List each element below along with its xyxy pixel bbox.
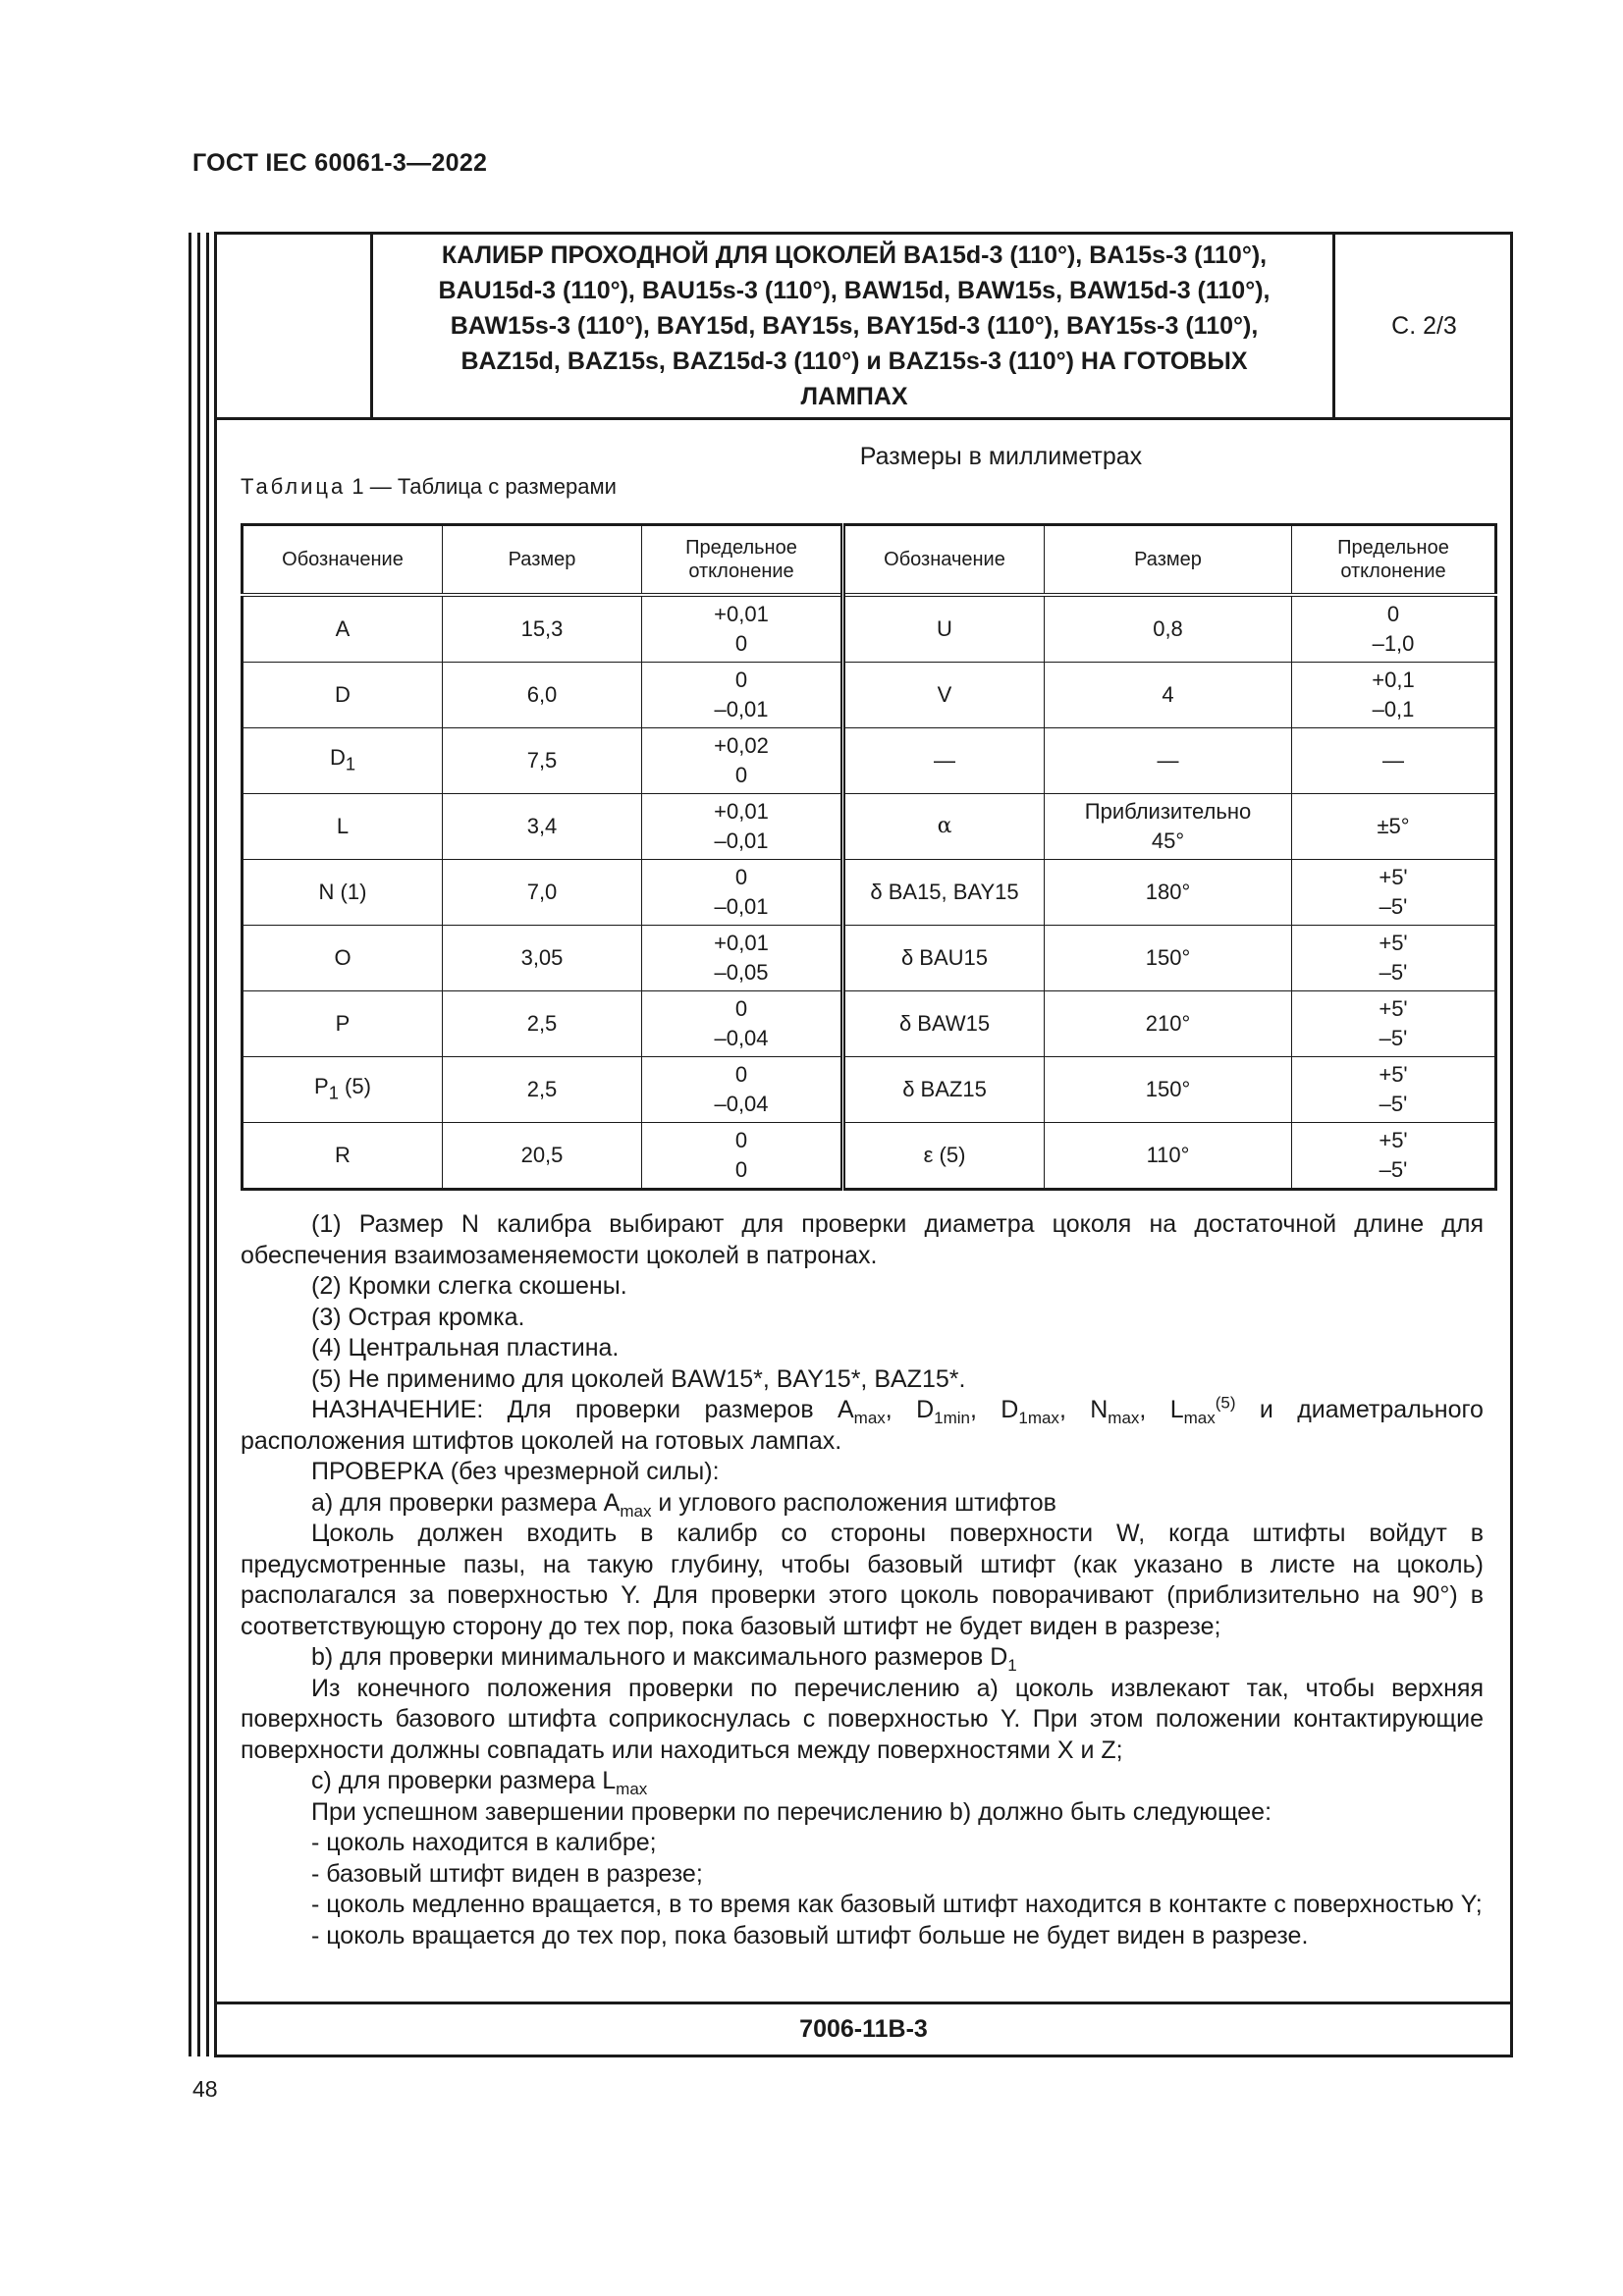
table-header-row: [243, 525, 1496, 596]
tolerance-cell: [642, 595, 843, 663]
item-a-text: Цоколь должен входить в калибр со стороны поверхности W, когда штифты войдут в предусмотренные пазы, на такую глубину, чтобы базовый штифт (как указано в листе на цоколь) располагался за поверхностью Y. Для проверки этого цоколь поворачивают (приблизительно на 90°) в соответствующую сторону до тех пор, пока базовый штифт не будет виден в разрезе;: [241, 1520, 1484, 1640]
designation-cell: U: [843, 595, 1045, 663]
tolerance-upper: +0,1: [1372, 667, 1415, 692]
item-c-heading: [241, 1766, 1484, 1797]
dim-letter: D: [916, 1396, 935, 1423]
tolerance-lower: –5': [1379, 1157, 1408, 1182]
designation-cell: D: [243, 663, 443, 728]
size-cell: 150°: [1045, 1057, 1292, 1123]
subscript: max: [1108, 1409, 1140, 1427]
designation-cell: O: [243, 926, 443, 991]
designation-cell: A: [243, 595, 443, 663]
tolerance-cell: —: [1292, 728, 1496, 794]
sheet-header: [217, 235, 1510, 420]
tolerance-upper: 0: [734, 865, 748, 889]
size-cell: [1045, 794, 1292, 860]
tolerance-upper: 0: [1386, 602, 1400, 626]
tolerance-cell: [1292, 926, 1496, 991]
tolerance-cell: [642, 728, 843, 794]
table-row: [243, 794, 1496, 860]
designation-cell: [243, 1057, 443, 1123]
tolerance-upper: +5': [1379, 996, 1408, 1021]
tolerance-lower: –5': [1379, 1092, 1408, 1116]
note-paragraph: (5) Не применимо для цоколей BAW15*, BAY15*, BAZ15*.: [311, 1364, 966, 1393]
item-a-heading: [241, 1488, 1484, 1520]
tolerance-lower: –0,01: [714, 828, 769, 853]
dim-letter: D: [1001, 1396, 1019, 1423]
size-approx-label: Приблизительно: [1084, 799, 1252, 824]
column-header: Обозначение: [243, 525, 443, 596]
size-cell: 2,5: [443, 1057, 642, 1123]
title-line: BAU15d-3 (110°), BAU15s-3 (110°), BAW15d, BAW15s, BAW15d-3 (110°),: [438, 277, 1271, 304]
item-text: c) для проверки размера L: [311, 1767, 617, 1794]
page-number: 48: [192, 2076, 218, 2102]
left-border-line: [197, 233, 200, 2056]
header-blank-cell: [217, 235, 373, 417]
units-note: Размеры в миллиметрах: [859, 443, 1143, 470]
table-row: [243, 1123, 1496, 1190]
designation-letter: D: [329, 744, 346, 770]
subscript: 1: [1007, 1656, 1017, 1675]
size-cell: 180°: [1045, 860, 1292, 926]
tolerance-cell: [1292, 595, 1496, 663]
separator: ,: [885, 1396, 917, 1423]
size-cell: 150°: [1045, 926, 1292, 991]
sheet-footer: 7006-11B-3: [217, 2002, 1510, 2055]
subscript: max: [853, 1409, 886, 1427]
tolerance-lower: –0,01: [714, 697, 769, 721]
tolerance-upper: 0: [734, 667, 748, 692]
tolerance-cell: [642, 1123, 843, 1190]
subscript: max: [616, 1780, 648, 1798]
tolerance-lower: –5': [1379, 894, 1408, 919]
tolerance-upper: +0,01: [714, 602, 769, 626]
designation-subscript: 1: [328, 1082, 339, 1103]
size-cell: 6,0: [443, 663, 642, 728]
column-header: Предельное отклонение: [1292, 525, 1496, 596]
tolerance-cell: [642, 1057, 843, 1123]
list-item: - базовый штифт виден в разрезе;: [311, 1859, 703, 1888]
item-c-text: При успешном завершении проверки по перечислению b) должно быть следующее:: [311, 1797, 1272, 1826]
sheet-frame: [214, 232, 1513, 2057]
tolerance-cell: [1292, 1123, 1496, 1190]
list-item: - цоколь находится в калибре;: [311, 1829, 657, 1856]
designation-cell: —: [843, 728, 1045, 794]
item-b-heading: [241, 1642, 1484, 1674]
tolerance-cell: [642, 794, 843, 860]
table-caption: [241, 474, 617, 500]
tolerance-cell: [1292, 1057, 1496, 1123]
tolerance-cell: [642, 860, 843, 926]
size-cell: 0,8: [1045, 595, 1292, 663]
size-cell: 20,5: [443, 1123, 642, 1190]
note-paragraph: (1) Размер N калибра выбирают для проверки диаметра цоколя на достаточной длине для обеспечения взаимозаменяемости цоколей в патронах.: [241, 1210, 1484, 1269]
tolerance-cell: [642, 991, 843, 1057]
tolerance-lower: –5': [1379, 1026, 1408, 1050]
tolerance-cell: [642, 926, 843, 991]
dimensions-table: [241, 523, 1497, 1191]
designation-cell: ε (5): [843, 1123, 1045, 1190]
sheet-title: [373, 235, 1335, 417]
note-paragraph: (4) Центральная пластина.: [311, 1334, 620, 1362]
check-heading: ПРОВЕРКА (без чрезмерной силы):: [311, 1458, 720, 1485]
note-paragraph: (3) Острая кромка.: [311, 1303, 525, 1331]
tolerance-cell: [1292, 991, 1496, 1057]
table-row: [243, 728, 1496, 794]
subscript: 1min: [934, 1409, 970, 1427]
tolerance-cell: [642, 663, 843, 728]
designation-suffix: (5): [338, 1073, 371, 1098]
designation-cell: δ BAU15: [843, 926, 1045, 991]
tolerance-cell: [1292, 860, 1496, 926]
table-row: [243, 663, 1496, 728]
column-header: Размер: [443, 525, 642, 596]
tolerance-lower: –0,04: [714, 1092, 769, 1116]
designation-letter: P: [314, 1073, 329, 1098]
tolerance-upper: +5': [1379, 931, 1408, 955]
designation-cell: [243, 728, 443, 794]
tolerance-lower: –5': [1379, 960, 1408, 985]
designation-cell: N (1): [243, 860, 443, 926]
separator: ,: [1139, 1396, 1170, 1423]
separator: ,: [970, 1396, 1001, 1423]
size-cell: 15,3: [443, 595, 642, 663]
sheet-number: С. 2/3: [1332, 235, 1513, 417]
size-cell: 210°: [1045, 991, 1292, 1057]
size-approx-value: 45°: [1151, 828, 1185, 853]
table-row: [243, 991, 1496, 1057]
item-text: b) для проверки минимального и максимального размеров D: [311, 1643, 1008, 1671]
designation-cell: P: [243, 991, 443, 1057]
table-row: [243, 860, 1496, 926]
subscript: max: [620, 1501, 652, 1521]
title-line: ЛАМПАХ: [800, 383, 908, 410]
tolerance-upper: +0,02: [714, 733, 769, 758]
designation-cell: δ BAZ15: [843, 1057, 1045, 1123]
notes-section: [241, 1209, 1484, 1951]
table-row: [243, 1057, 1496, 1123]
purpose-paragraph: [241, 1395, 1484, 1457]
table-row: [243, 926, 1496, 991]
tolerance-lower: –0,05: [714, 960, 769, 985]
superscript: (5): [1215, 1393, 1236, 1413]
tolerance-upper: 0: [734, 1062, 748, 1087]
designation-cell: V: [843, 663, 1045, 728]
dim-letter: N: [1090, 1396, 1109, 1423]
size-cell: 3,4: [443, 794, 642, 860]
title-line: КАЛИБР ПРОХОДНОЙ ДЛЯ ЦОКОЛЕЙ BA15d-3 (110°), BA15s-3 (110°),: [441, 241, 1268, 269]
designation-cell: δ BA15, BAY15: [843, 860, 1045, 926]
size-cell: —: [1045, 728, 1292, 794]
column-header: Размер: [1045, 525, 1292, 596]
item-text: и углового расположения штифтов: [651, 1488, 1056, 1517]
title-line: BAZ15d, BAZ15s, BAZ15d-3 (110°) и BAZ15s-3 (110°) НА ГОТОВЫХ: [460, 347, 1248, 375]
list-item: - цоколь вращается до тех пор, пока базовый штифт больше не будет виден в разрезе.: [311, 1921, 1309, 1949]
note-paragraph: (2) Кромки слегка скошены.: [311, 1272, 627, 1300]
size-cell: 110°: [1045, 1123, 1292, 1190]
tolerance-upper: +5': [1379, 1062, 1408, 1087]
size-cell: 7,5: [443, 728, 642, 794]
tolerance-lower: –0,01: [714, 894, 769, 919]
tolerance-lower: 0: [734, 763, 748, 787]
table-caption-word: Таблица: [241, 474, 347, 499]
tolerance-lower: –1,0: [1372, 631, 1415, 656]
title-line: BAW15s-3 (110°), BAY15d, BAY15s, BAY15d-3 (110°), BAY15s-3 (110°),: [450, 312, 1259, 340]
column-header: Обозначение: [843, 525, 1045, 596]
designation-cell: α: [843, 794, 1045, 860]
size-cell: 3,05: [443, 926, 642, 991]
document-code: ГОСТ IEC 60061-3—2022: [192, 149, 488, 177]
size-cell: 7,0: [443, 860, 642, 926]
item-b-text: Из конечного положения проверки по перечислению a) цоколь извлекают так, чтобы верхняя поверхность базового штифта соприкоснулась с поверхностью Y. При этом положении контактирующие поверхности должны совпадать или находиться между поверхностями X и Z;: [241, 1674, 1484, 1764]
subscript: max: [1183, 1409, 1216, 1427]
tolerance-upper: 0: [734, 996, 748, 1021]
list-item: - цоколь медленно вращается, в то время как базовый штифт находится в контакте с поверхностью Y;: [311, 1891, 1483, 1918]
subscript: 1max: [1018, 1409, 1059, 1427]
tolerance-upper: +0,01: [714, 931, 769, 955]
purpose-text: НАЗНАЧЕНИЕ: Для проверки размеров A: [311, 1396, 854, 1423]
designation-cell: L: [243, 794, 443, 860]
item-text: a) для проверки размера A: [311, 1488, 621, 1517]
tolerance-lower: 0: [734, 631, 748, 656]
designation-cell: δ BAW15: [843, 991, 1045, 1057]
designation-cell: R: [243, 1123, 443, 1190]
tolerance-upper: +5': [1379, 1128, 1408, 1152]
tolerance-lower: –0,1: [1372, 697, 1415, 721]
tolerance-cell: ±5°: [1292, 794, 1496, 860]
designation-subscript: 1: [345, 753, 356, 774]
table-caption-rest: 1 — Таблица с размерами: [346, 474, 617, 499]
tolerance-lower: 0: [734, 1157, 748, 1182]
size-cell: 4: [1045, 663, 1292, 728]
tolerance-upper: +0,01: [714, 799, 769, 824]
table-row: [243, 595, 1496, 663]
column-header: Предельное отклонение: [642, 525, 843, 596]
tolerance-lower: –0,04: [714, 1026, 769, 1050]
left-border-line: [206, 233, 209, 2056]
size-cell: 2,5: [443, 991, 642, 1057]
dim-letter: L: [1169, 1396, 1184, 1423]
left-border-line: [189, 233, 191, 2056]
separator: ,: [1058, 1396, 1091, 1423]
tolerance-upper: 0: [734, 1128, 748, 1152]
tolerance-cell: [1292, 663, 1496, 728]
purpose-text: и диаметрального расположения штифтов цоколей на готовых лампах.: [241, 1396, 1484, 1455]
tolerance-upper: +5': [1379, 865, 1408, 889]
